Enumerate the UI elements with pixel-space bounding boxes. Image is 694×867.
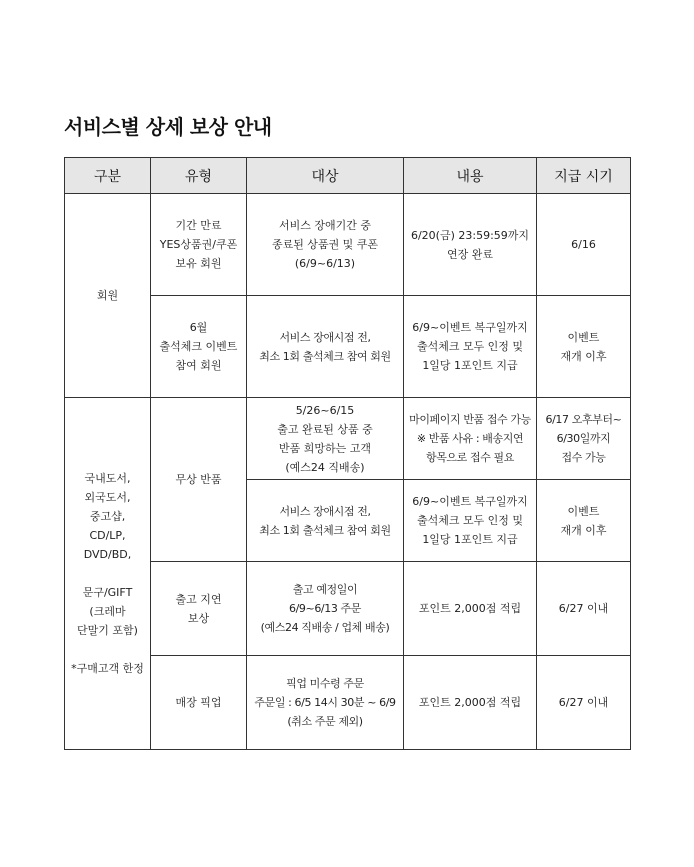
header-target: 대상 <box>247 158 404 194</box>
timing-cell: 이벤트 재개 이후 <box>537 480 631 562</box>
content-cell: 6/9~이벤트 복구일까지 출석체크 모두 인정 및 1일당 1포인트 지급 <box>404 480 537 562</box>
table-header-row <box>65 158 631 194</box>
target-cell: 서비스 장애시점 전, 최소 1회 출석체크 참여 회원 <box>247 480 404 562</box>
type-cell: 출고 지연 보상 <box>151 562 247 656</box>
timing-cell: 6/16 <box>537 194 631 296</box>
header-category: 구분 <box>65 158 151 194</box>
header-type: 유형 <box>151 158 247 194</box>
target-cell: 픽업 미수령 주문 주문일 : 6/5 14시 30분 ~ 6/9 (취소 주문 제외) <box>247 656 404 750</box>
target-cell: 출고 예정일이 6/9~6/13 주문 (예스24 직배송 / 업체 배송) <box>247 562 404 656</box>
category-member: 회원 <box>65 194 151 398</box>
content-cell: 6/9~이벤트 복구일까지 출석체크 모두 인정 및 1일당 1포인트 지급 <box>404 296 537 398</box>
table-row <box>65 194 631 296</box>
compensation-table <box>64 157 631 750</box>
target-cell: 5/26~6/15 출고 완료된 상품 중 반품 희망하는 고객 (예스24 직배송) <box>247 398 404 480</box>
timing-cell: 6/27 이내 <box>537 656 631 750</box>
type-cell: 무상 반품 <box>151 398 247 562</box>
content-cell: 6/20(금) 23:59:59까지 연장 완료 <box>404 194 537 296</box>
table-row <box>65 398 631 480</box>
category-goods: 국내도서, 외국도서, 중고샵, CD/LP, DVD/BD, 문구/GIFT (크레마 단말기 포함) *구매고객 한정 <box>65 398 151 750</box>
target-cell: 서비스 장애시점 전, 최소 1회 출석체크 참여 회원 <box>247 296 404 398</box>
content-cell: 포인트 2,000점 적립 <box>404 562 537 656</box>
content-cell: 포인트 2,000점 적립 <box>404 656 537 750</box>
type-cell: 기간 만료 YES상품권/쿠폰 보유 회원 <box>151 194 247 296</box>
timing-cell: 이벤트 재개 이후 <box>537 296 631 398</box>
header-timing: 지급 시기 <box>537 158 631 194</box>
type-cell: 6월 출석체크 이벤트 참여 회원 <box>151 296 247 398</box>
content-cell: 마이페이지 반품 접수 가능 ※ 반품 사유 : 배송지연 항목으로 접수 필요 <box>404 398 537 480</box>
type-cell: 매장 픽업 <box>151 656 247 750</box>
timing-cell: 6/27 이내 <box>537 562 631 656</box>
target-cell: 서비스 장애기간 중 종료된 상품권 및 쿠폰 (6/9~6/13) <box>247 194 404 296</box>
header-content: 내용 <box>404 158 537 194</box>
page-title: 서비스별 상세 보상 안내 <box>64 115 272 139</box>
timing-cell: 6/17 오후부터~ 6/30일까지 접수 가능 <box>537 398 631 480</box>
